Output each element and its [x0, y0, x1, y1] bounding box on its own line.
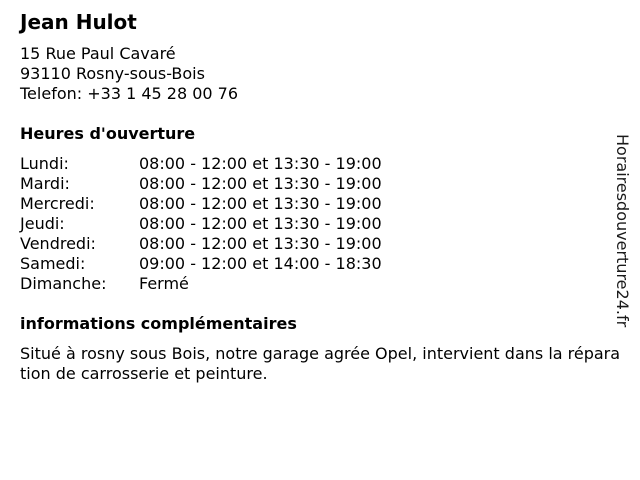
time-range: 08:00 - 12:00 et 13:30 - 19:00 — [139, 214, 382, 233]
business-name: Jean Hulot — [20, 10, 137, 34]
hours-row-sunday — [20, 274, 382, 294]
hours-table — [20, 154, 382, 294]
address-block — [20, 44, 238, 104]
time-range: 08:00 - 12:00 et 13:30 - 19:00 — [139, 154, 382, 173]
time-range: 08:00 - 12:00 et 13:30 - 19:00 — [139, 234, 382, 253]
day-label: Vendredi: — [20, 234, 96, 253]
time-range: Fermé — [139, 274, 189, 293]
hours-row-tuesday — [20, 174, 382, 194]
time-range: 08:00 - 12:00 et 13:30 - 19:00 — [139, 194, 382, 213]
day-label: Dimanche: — [20, 274, 107, 293]
hours-row-friday — [20, 234, 382, 254]
day-label: Mercredi: — [20, 194, 95, 213]
street-address: 15 Rue Paul Cavaré — [20, 44, 176, 63]
phone-number: Telefon: +33 1 45 28 00 76 — [20, 84, 239, 103]
day-label: Samedi: — [20, 254, 86, 273]
time-range: 09:00 - 12:00 et 14:00 - 18:30 — [139, 254, 382, 273]
hours-heading: Heures d'ouverture — [20, 124, 196, 143]
day-label: Jeudi: — [20, 214, 65, 233]
hours-row-monday — [20, 154, 382, 174]
site-watermark: Horairesdouverture24.fr — [613, 134, 632, 328]
info-text: Situé à rosny sous Bois, notre garage agrée Opel, intervient dans la réparation de carrosserie et peinture. — [20, 344, 621, 383]
hours-row-thursday — [20, 214, 382, 234]
hours-row-wednesday — [20, 194, 382, 214]
time-range: 08:00 - 12:00 et 13:30 - 19:00 — [139, 174, 382, 193]
day-label: Lundi: — [20, 154, 69, 173]
city-address: 93110 Rosny-sous-Bois — [20, 64, 205, 83]
info-heading: informations complémentaires — [20, 314, 297, 333]
hours-row-saturday — [20, 254, 382, 274]
day-label: Mardi: — [20, 174, 70, 193]
